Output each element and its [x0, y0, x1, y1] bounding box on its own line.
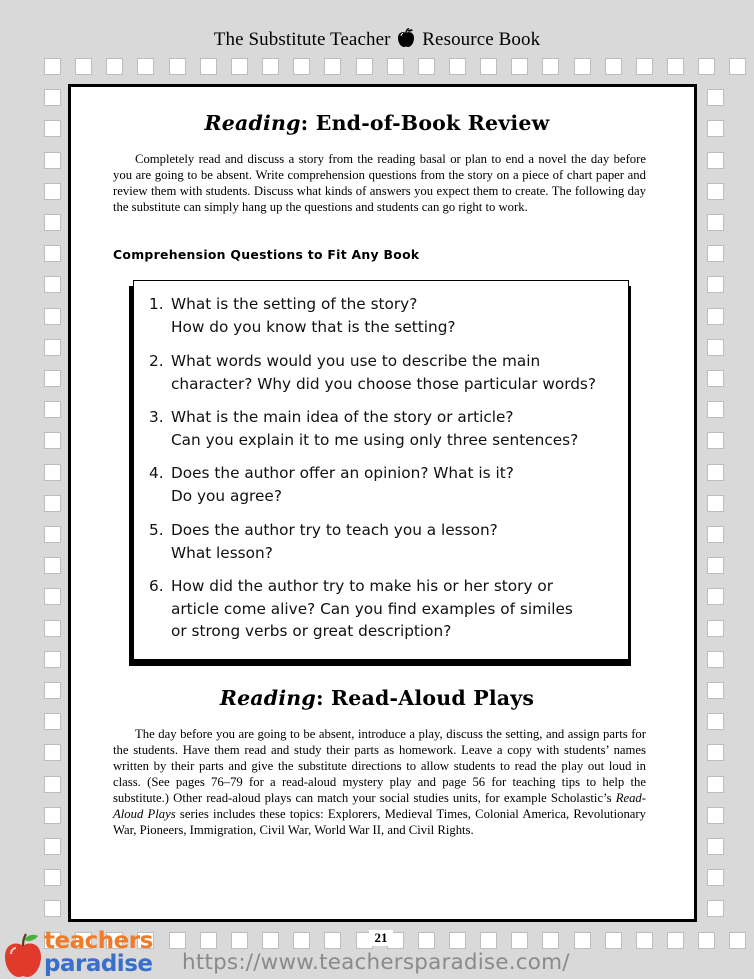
border-square: [480, 932, 497, 949]
border-square: [356, 58, 373, 75]
section1-title: [0, 111, 754, 135]
border-square: [293, 58, 310, 75]
question-line: How do you know that is the setting?: [171, 317, 456, 336]
border-square: [707, 838, 724, 855]
border-square: [44, 245, 61, 262]
border-square: [707, 651, 724, 668]
border-square: [44, 308, 61, 325]
border-square: [707, 401, 724, 418]
logo-apple-icon: [2, 932, 44, 978]
border-square: [44, 370, 61, 387]
border-square: [542, 58, 559, 75]
question-line: Does the author try to teach you a lesson?: [171, 521, 498, 539]
border-square: [605, 58, 622, 75]
question-line: or strong verbs or great description?: [171, 622, 452, 640]
border-square: [707, 900, 724, 917]
section2-text-a: The day before you are going to be absent, introduce a play, discuss the setting, and assign parts for the students. Have them read and study their parts as homework. Leave a copy with students’ names written by their parts and give the substitute directions to allow students to read the play out loud in class. (See pages 76–79 for a read-aloud mystery play and page 56 for teaching tips to help the substitute.) Other read-aloud plays can match your social studies units, for example Scholastic’s: [113, 727, 646, 805]
border-square: [542, 932, 559, 949]
border-square: [636, 932, 653, 949]
question-line: What words would you use to describe the main: [171, 352, 541, 370]
question-number: 4.: [149, 464, 164, 482]
border-square: [44, 620, 61, 637]
header-title-left: The Substitute Teacher: [213, 29, 391, 50]
border-square: [324, 58, 341, 75]
question-line: Can you explain it to me using only three sentences?: [171, 430, 579, 449]
border-square: [707, 152, 724, 169]
border-square: [44, 401, 61, 418]
border-square: [44, 339, 61, 356]
section1-title-script: Reading: [204, 111, 301, 135]
border-square: [707, 744, 724, 761]
border-square: [707, 588, 724, 605]
question-line: Do you agree?: [171, 486, 282, 505]
questions-subheading: Comprehension Questions to Fit Any Book: [113, 247, 420, 262]
question-item: [149, 462, 514, 507]
border-square: [707, 308, 724, 325]
question-line: What is the main idea of the story or article?: [171, 408, 514, 426]
border-square: [137, 58, 154, 75]
border-square: [231, 58, 248, 75]
question-number: 5.: [149, 521, 164, 539]
teachers-paradise-logo[interactable]: [2, 928, 162, 979]
border-square: [200, 932, 217, 949]
border-square: [44, 495, 61, 512]
border-square: [480, 58, 497, 75]
watermark-url[interactable]: https://www.teachersparadise.com/: [182, 950, 570, 975]
border-square: [106, 58, 123, 75]
border-square: [729, 932, 746, 949]
border-square: [44, 744, 61, 761]
border-square: [44, 869, 61, 886]
border-square: [200, 58, 217, 75]
question-line: character? Why did you choose those particular words?: [171, 374, 597, 393]
border-square: [707, 245, 724, 262]
border-square: [418, 932, 435, 949]
border-square: [75, 58, 92, 75]
question-line: article come alive? Can you find examples of similes: [171, 599, 573, 618]
question-line: How did the author try to make his or her story or: [171, 577, 554, 595]
header-title: [0, 28, 754, 51]
question-item: [149, 293, 456, 338]
border-square: [707, 89, 724, 106]
border-square: [667, 58, 684, 75]
border-square: [44, 214, 61, 231]
question-item: [149, 406, 578, 451]
border-square: [169, 58, 186, 75]
section2-title: [0, 686, 754, 710]
border-square: [605, 932, 622, 949]
border-square: [707, 214, 724, 231]
question-line: Does the author offer an opinion? What is it?: [171, 464, 514, 482]
border-square: [44, 900, 61, 917]
border-square: [707, 464, 724, 481]
section1-paragraph: Completely read and discuss a story from the reading basal or plan to end a novel the day before you are going to be absent. Write comprehension questions from the story on a piece of chart paper and review them with students. Discuss what kinds of answers you expect them to create. The following day the substitute can simply hang up the questions and students can go right to work.: [113, 152, 646, 214]
border-square: [707, 183, 724, 200]
border-square: [511, 932, 528, 949]
question-number: 2.: [149, 352, 164, 370]
border-square: [418, 58, 435, 75]
question-item: [149, 519, 498, 564]
border-square: [707, 276, 724, 293]
border-square: [707, 776, 724, 793]
border-square: [707, 869, 724, 886]
border-square: [44, 526, 61, 543]
apple-icon: [396, 28, 416, 48]
border-square: [44, 838, 61, 855]
border-square: [707, 807, 724, 824]
border-square: [262, 932, 279, 949]
border-square: [44, 557, 61, 574]
border-square: [231, 932, 248, 949]
section2-title-rest: : Read-Aloud Plays: [315, 686, 535, 710]
border-square: [574, 932, 591, 949]
border-square: [707, 432, 724, 449]
border-square: [387, 58, 404, 75]
border-square: [574, 58, 591, 75]
logo-text-paradise: paradise: [44, 951, 153, 977]
border-square: [44, 432, 61, 449]
section2-title-script: Reading: [219, 686, 316, 710]
question-number: 3.: [149, 408, 164, 426]
border-square: [636, 58, 653, 75]
border-square: [707, 370, 724, 387]
border-square: [698, 58, 715, 75]
border-square: [44, 713, 61, 730]
logo-text-teachers: teachers: [44, 928, 153, 954]
border-square: [449, 58, 466, 75]
border-square: [707, 526, 724, 543]
border-square: [707, 620, 724, 637]
question-item: [149, 575, 573, 643]
border-square: [667, 932, 684, 949]
border-square: [511, 58, 528, 75]
border-square: [44, 89, 61, 106]
border-square: [44, 152, 61, 169]
section2-text-italic: Read-Aloud Plays: [113, 791, 646, 821]
border-square: [707, 713, 724, 730]
question-line: What lesson?: [171, 543, 273, 562]
border-square: [707, 339, 724, 356]
border-square: [44, 464, 61, 481]
border-square: [44, 276, 61, 293]
border-square: [324, 932, 341, 949]
border-square: [44, 183, 61, 200]
section2-paragraph: [113, 726, 646, 838]
border-square: [44, 776, 61, 793]
border-square: [707, 557, 724, 574]
question-number: 1.: [149, 295, 164, 313]
border-square: [729, 58, 746, 75]
header-title-right: Resource Book: [422, 29, 541, 50]
page-number: 21: [369, 930, 393, 946]
border-square: [707, 495, 724, 512]
border-square: [293, 932, 310, 949]
border-square: [262, 58, 279, 75]
section2-text-b: series includes these topics: Explorers, Medieval Times, Colonial America, Revolutionary War, Pioneers, Immigration, Civil War, World War II, and Civil Rights.: [113, 807, 646, 837]
question-line: What is the setting of the story?: [171, 295, 418, 313]
border-square: [449, 932, 466, 949]
question-number: 6.: [149, 577, 164, 595]
border-square: [698, 932, 715, 949]
section1-title-rest: : End-of-Book Review: [300, 111, 550, 135]
border-square: [44, 651, 61, 668]
question-item: [149, 350, 596, 395]
border-square: [44, 58, 61, 75]
border-square: [44, 807, 61, 824]
border-square: [44, 588, 61, 605]
border-square: [169, 932, 186, 949]
